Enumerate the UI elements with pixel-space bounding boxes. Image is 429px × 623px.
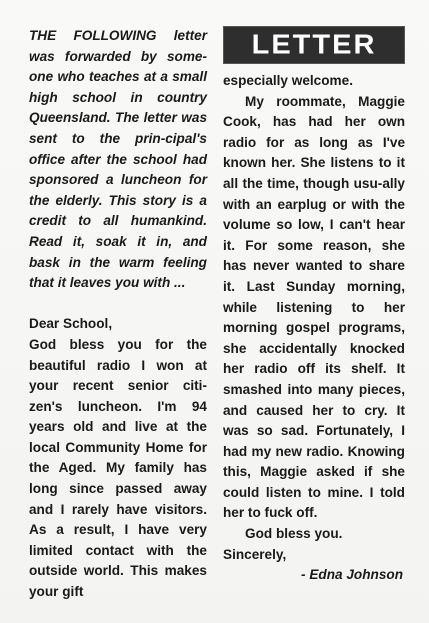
right-column: [223, 26, 405, 586]
banner-title: LETTER: [251, 29, 377, 60]
letter-signature: - Edna Johnson: [301, 567, 403, 583]
left-column: [29, 26, 207, 603]
letter-salutation: Dear School,: [29, 316, 113, 332]
letter-body-right: My roommate, Maggie Cook, has had her own radio for as long as I've known her. She listens to it all the time, though usu-ally with an earplug or with the volume so low, I can't hear it. For some reason, she has never wanted to share it. Last Sunday morning, while listening to her morning gospel programs, she accidentally knocked her radio off its shelf. It smashed into many pieces, and caused her to cry. It was so sad. Fortunately, I had my new radio. Knowing this, Maggie asked if she could listen to mine. I told her to fuck off.: [223, 93, 405, 521]
intro-paragraph: THE FOLLOWING letter was forwarded by some-one who teaches at a small high school in country Queensland. The letter was sent to the prin-cipal's office after the school had sponsored a luncheon for the elderly. This story is a credit to all humankind. Read it, soak it in, and bask in the warm feeling that it leaves you with ...: [29, 28, 207, 291]
letter-closing: God bless you.: [245, 526, 343, 542]
letter-sincerely: Sincerely,: [223, 546, 287, 562]
paragraph-spacer: [29, 294, 207, 315]
letter-body-left: God bless you for the beautiful radio I won at your recent senior citi-zen's luncheon. I'm 94 years old and live at the local Community Home for the Aged. My family has long since passed away and I rarely have visitors. As a result, I have very limited contact with the outside world. This makes your gift: [29, 336, 207, 600]
letter-body-continued: especially welcome.: [223, 73, 353, 88]
letter-banner: [223, 26, 405, 64]
